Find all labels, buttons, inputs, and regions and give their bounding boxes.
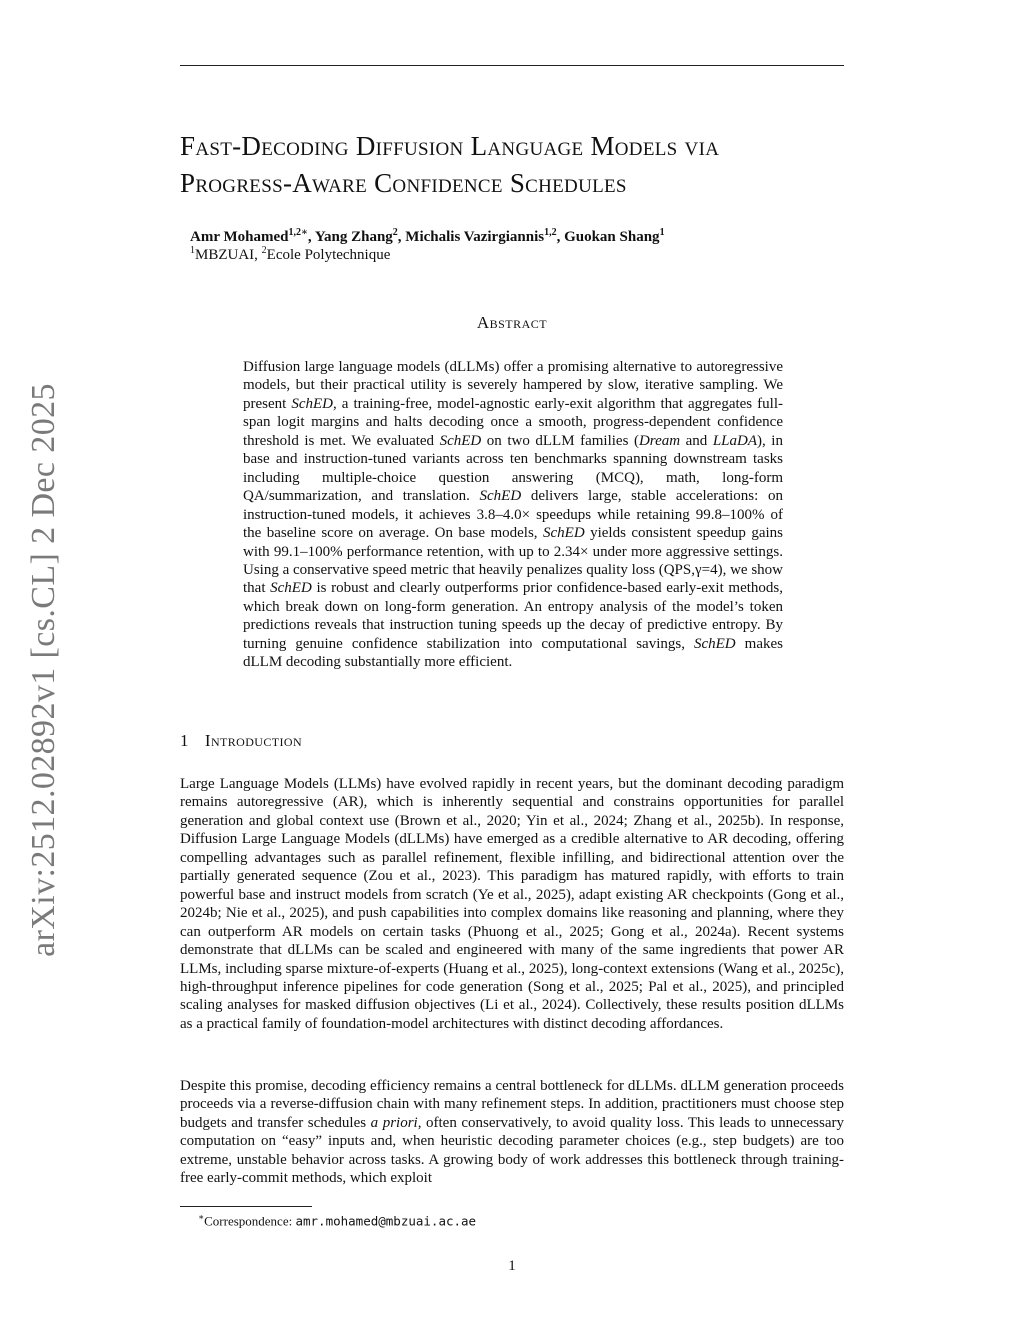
affiliation-name: Ecole Polytechnique: [266, 247, 391, 263]
author-name: Yang Zhang: [314, 229, 393, 245]
paragraph-segment: Despite this promise, decoding efficiency remains a central bottleneck for dLLMs. dLLM generation proceeds proceeds via a reverse-diffusion chain with many refinement steps. In addition, practitioners must choose step budgets and transfer schedules: [180, 1078, 844, 1131]
abstract-text: [243, 358, 783, 672]
author-correspondence-mark: ∗: [300, 227, 308, 238]
author-affiliation: 1: [659, 227, 665, 238]
author-affiliation: 2: [392, 227, 398, 238]
footnote-label: Correspondence:: [204, 1213, 296, 1229]
top-rule: [180, 65, 844, 66]
title-line-1: Fast-Decoding Diffusion Language Models via: [180, 131, 720, 161]
abstract-segment: on two dLLM families (: [481, 432, 639, 449]
page-number: 1: [508, 1258, 516, 1274]
abstract-segment: delivers large, stable accelerations: on instruction-tuned models, it achieves 3.8–4.0× speedups while retaining 99.8–100% of the baseline score on average. On base models,: [243, 488, 783, 542]
abstract-segment: yields consistent speedup gains with 99.1–100% performance retention, with up to 2.34× under more aggressive settings. Using a conservative speed metric that heavily penalizes quality loss (QPS,γ=4), we show that: [243, 525, 784, 597]
affiliation-number: 2: [261, 245, 267, 256]
method-name: SchED: [291, 395, 333, 412]
method-name: SchED: [543, 525, 585, 542]
abstract-segment: is robust and clearly outperforms prior confidence-based early-exit methods, which break down on long-form generation. An entropy analysis of the model’s token predictions reveals that instruction tuning speeds up the decay of predictive entropy. By turning genuine confidence stabilization into computational savings,: [243, 580, 783, 652]
model-name-llada: LLaDA: [712, 432, 758, 449]
paragraph-segment: , often conservatively, to avoid quality loss. This leads to unnecessary computation on “easy” inputs and, when heuristic decoding parameter choices (e.g., step budgets) are too extreme, unstable behavior across tasks. A growing body of work addresses this bottleneck through training-free early-commit methods, which exploit: [180, 1114, 844, 1187]
method-name: SchED: [439, 432, 482, 449]
footnote-mark: ∗: [198, 1212, 205, 1222]
author-name: Amr Mohamed: [190, 229, 289, 245]
author-name: Guokan Shang: [564, 229, 660, 245]
method-name: SchED: [693, 635, 736, 652]
abstract-segment: and: [680, 432, 713, 449]
author-list: Amr Mohamed$^{1,2∗}$, Yang Zhang$^2$, Michalis Vazirgiannis$^{1,2}$, Guokan Shang$^1$: [190, 227, 665, 245]
abstract-segment: Diffusion large language models (dLLMs) offer a promising alternative to autoregressive models, but their practical utility is severely hampered by slow, iterative sampling. We present: [243, 359, 783, 412]
affiliation-name: MBZUAI: [195, 247, 255, 263]
correspondence-email-link[interactable]: amr.mohamed@mbzuai.ac.ae: [295, 1213, 477, 1229]
emphasis-a-priori: a priori: [370, 1114, 418, 1131]
affiliation-number: 1: [190, 245, 195, 256]
abstract-segment: makes dLLM decoding substantially more efficient.: [243, 635, 783, 671]
author-name: Michalis Vazirgiannis: [405, 229, 545, 245]
abstract-segment: ), in base and instruction-tuned variants across ten benchmarks spanning downstream tasks including multiple-choice question answering (MCQ), math, long-form QA/summarization, and translation.: [243, 432, 783, 505]
model-name-dream: Dream: [638, 432, 681, 449]
author-affiliation: 1,2: [288, 227, 301, 238]
affiliation-list: $^1$MBZUAI, $^2$Ecole Polytechnique: [190, 245, 391, 263]
intro-paragraph-2: [180, 1077, 844, 1188]
section-title: Introduction: [204, 731, 303, 750]
author-affiliation: 1,2: [544, 227, 557, 238]
footnote-correspondence: [198, 1209, 476, 1229]
intro-paragraph-1: Large Language Models (LLMs) have evolved rapidly in recent years, but the dominant decoding paradigm remains autoregressive (AR), which is inherently sequential and constrains opportunities for parallel generation and global context use (Brown et al., 2020; Yin et al., 2024; Zhang et al., 2025b). In response, Diffusion Large Language Models (dLLMs) have emerged as a credible alternative to AR decoding, offering compelling advantages such as parallel refinement, flexible infilling, and bidirectional attention over the partially generated sequence (Zou et al., 2023). This paradigm has matured rapidly, with efforts to train powerful base and instruct models from scratch (Ye et al., 2025), adapt existing AR checkpoints (Gong et al., 2024b; Nie et al., 2025), and push capabilities into complex domains like reasoning and planning, where they can outperform AR models on certain tasks (Phuong et al., 2025; Gong et al., 2024a). Recent systems demonstrate that dLLMs can be scaled and engineered with many of the same ingredients that power AR LLMs, including sparse mixture-of-experts (Huang et al., 2025), long-context extensions (Wang et al., 2025c), high-throughput inference pipelines for code generation (Song et al., 2025; Pal et al., 2025), and principled scaling analyses for masked diffusion objectives (Li et al., 2024). Collectively, these results position dLLMs as a practical family of foundation-model architectures with distinct decoding affordances.: [180, 776, 844, 1032]
footnote-rule: [180, 1206, 312, 1207]
arxiv-identifier-watermark[interactable]: arXiv:2512.02892v1 [cs.CL] 2 Dec 2025: [25, 383, 62, 957]
paper-title: [180, 128, 860, 202]
method-name: SchED: [479, 488, 522, 505]
method-name: SchED: [270, 580, 312, 597]
section-heading-introduction: [180, 731, 302, 751]
title-line-2: Progress-Aware Confidence Schedules: [180, 168, 627, 198]
abstract-segment: , a training-free, model-agnostic early-exit algorithm that aggregates full-span logit margins and halts decoding once a smooth, progress-dependent confidence threshold is met. We evaluated: [243, 395, 783, 449]
abstract-heading: Abstract: [476, 313, 548, 332]
section-number: 1: [180, 731, 189, 750]
